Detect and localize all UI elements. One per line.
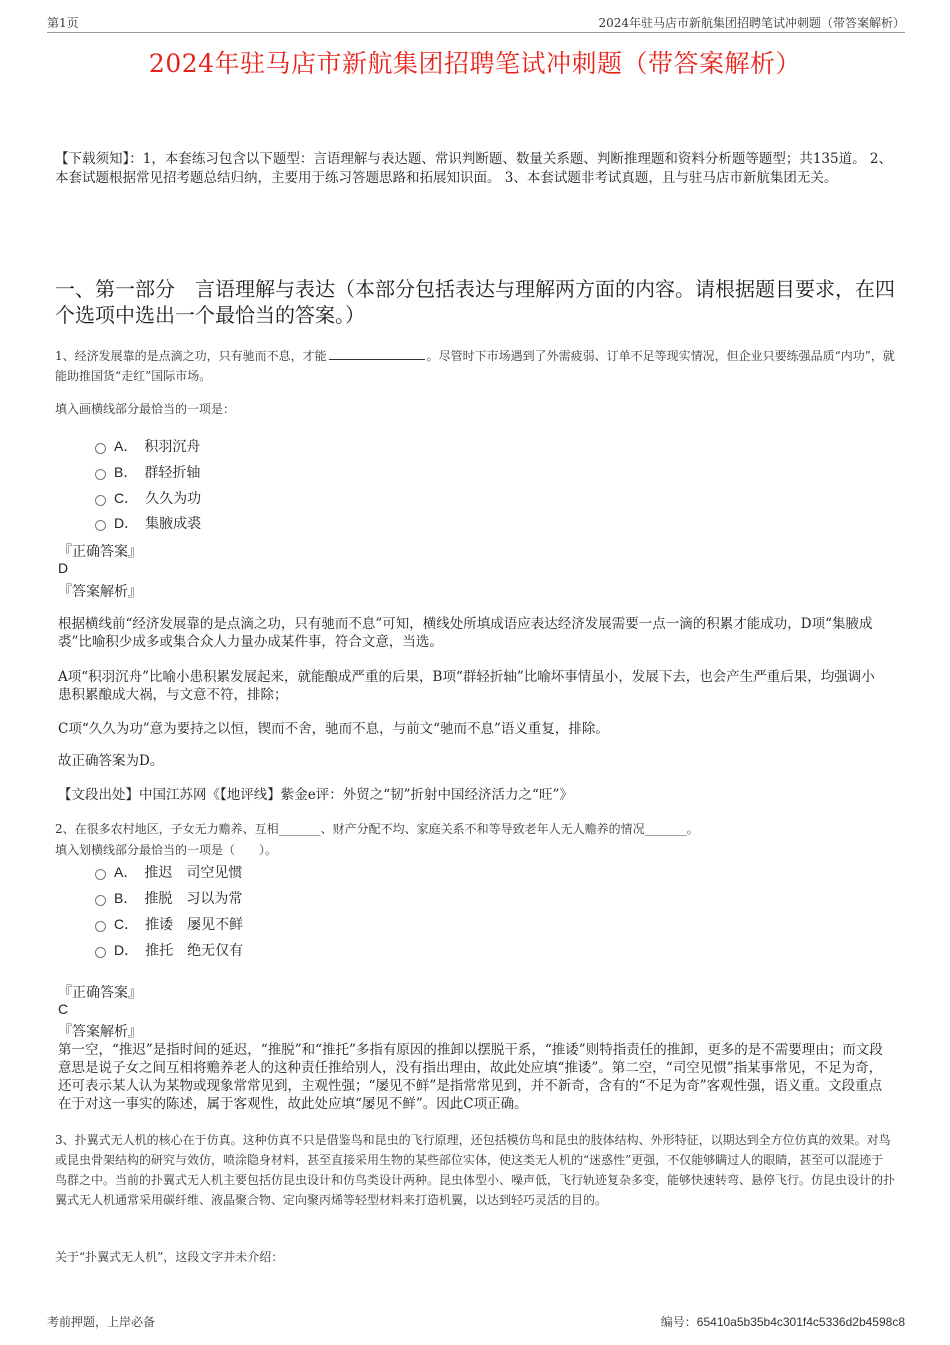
q2-analysis-label: 『答案解析』: [58, 1024, 142, 1040]
page-number: 第1页: [47, 16, 79, 30]
radio-icon[interactable]: [95, 520, 106, 531]
q1-analysis-4: 故正确答案为D。: [58, 753, 164, 769]
q2-option-c[interactable]: C． 推诿 屡见不鲜: [95, 913, 243, 935]
download-notice: 【下载须知】：1，本套练习包含以下题型：言语理解与表达题、常识判断题、数量关系题、判断推理题和资料分析题等题型；共135道。 2、本套试题根据常见招考题总结归纳，主要用于练习答题思路和拓展知识面。 3、本套试题非考试真题，且与驻马店市新航集团无关。: [55, 151, 892, 186]
q2-option-d[interactable]: D． 推托 绝无仅有: [95, 939, 243, 961]
q1-answer-label: 『正确答案』: [58, 544, 142, 560]
footer-code: 编号：65410a5b35b4c301f4c5336d2b4598c8: [660, 1315, 905, 1329]
q3-stem: 3、扑翼式无人机的核心在于仿真。这种仿真不只是借鉴鸟和昆虫的飞行原理，还包括模仿鸟和昆虫的肢体结构、外形特征，以期达到全方位仿真的效果。对鸟或昆虫骨架结构的研究与效仿，喷涂隐身材料，甚至直接采用生物的某些部位实体，使这类无人机的“迷惑性”更强，不仅能够瞒过人的眼睛，甚至可以混迹于鸟群之中。当前的扑翼式无人机主要包括仿昆虫设计和仿鸟类设计两种。昆虫体型小、噪声低，飞行轨迹复杂多变，能够快速转弯、悬停飞行。仿昆虫设计的扑翼式无人机通常采用碳纤维、液晶聚合物、定向聚丙烯等轻型材料来打造机翼，以达到轻巧灵活的目的。: [55, 1133, 896, 1207]
q1-stem: 1、经济发展靠的是点滴之功，只有驰而不息，才能 。尽管时下市场遇到了外需疲弱、订单不足等现实情况，但企业只要练强品质“内功”，就能助推国货“走红”国际市场。: [55, 349, 895, 383]
q1-analysis-1: 根据横线前“经济发展靠的是点滴之功，只有驰而不息”可知，横线处所填成语应表达经济发展需要一点一滴的积累才能成功，D项“集腋成裘”比喻积少成多或集合众人力量办成某件事，符合文意，当选。: [58, 616, 873, 650]
q1-analysis-label: 『答案解析』: [58, 584, 142, 600]
radio-icon[interactable]: [95, 443, 106, 454]
q2-answer-label: 『正确答案』: [58, 985, 142, 1001]
radio-icon[interactable]: [95, 947, 106, 958]
q2-answer: C: [58, 1001, 69, 1017]
footer-slogan: 考前押题，上岸必备: [47, 1315, 156, 1329]
q1-option-c[interactable]: C． 久久为功: [95, 487, 201, 509]
q2-stem: 2、在很多农村地区，子女无力赡养、互相_______、财产分配不均、家庭关系不和等导致老年人无人赡养的情况_______。: [55, 822, 699, 836]
radio-icon[interactable]: [95, 469, 106, 480]
radio-icon[interactable]: [95, 921, 106, 932]
radio-icon[interactable]: [95, 495, 106, 506]
q1-prompt: 填入画横线部分最恰当的一项是：: [55, 402, 236, 416]
q1-option-a[interactable]: A． 积羽沉舟: [95, 435, 200, 457]
radio-icon[interactable]: [95, 869, 106, 880]
header-doc-title: 2024年驻马店市新航集团招聘笔试冲刺题（带答案解析）: [598, 16, 905, 30]
radio-icon[interactable]: [95, 895, 106, 906]
q2-prompt: 填入划横线部分最恰当的一项是（ ）。: [55, 843, 278, 857]
q1-answer: D: [58, 560, 69, 576]
document-title: 2024年驻马店市新航集团招聘笔试冲刺题（带答案解析）: [148, 49, 802, 78]
q1-source: 【文段出处】中国江苏网《【地评线】紫金e评：外贸之“韧”折射中国经济活力之“旺”》: [58, 787, 573, 803]
section-heading: 一、第一部分 言语理解与表达（本部分包括表达与理解两方面的内容。请根据题目要求，在四个选项中选出一个最恰当的答案。）: [55, 277, 895, 327]
q2-analysis: 第一空，“推迟”是指时间的延迟，“推脱”和“推托”多指有原因的推卸以摆脱干系，“推诿”则特指责任的推卸，更多的是不需要理由；而文段意思是说子女之间互相将赡养老人的这种责任推给别人，没有指出理由，故此处应填“推诿”。第二空，“司空见惯”指某事常见，不足为奇，还可表示某人认为某物或现象常常见到，主观性强；“屡见不鲜”是指常常见到，并不新奇，含有的“不足为奇”客观性强，语义重。文段重点在于对这一事实的陈述，属于客观性，故此处应填“屡见不鲜”。因此C项正确。: [58, 1042, 883, 1112]
q2-option-b[interactable]: B． 推脱 习以为常: [95, 887, 242, 909]
page-header: [47, 12, 905, 33]
q1-option-b[interactable]: B． 群轻折轴: [95, 461, 200, 483]
q1-option-d[interactable]: D． 集腋成裘: [95, 512, 201, 534]
q1-analysis-3: C项“久久为功”意为要持之以恒，锲而不舍，驰而不息，与前文“驰而不息”语义重复，排除。: [58, 721, 609, 737]
q2-option-a[interactable]: A． 推迟 司空见惯: [95, 861, 242, 883]
q3-prompt: 关于“扑翼式无人机”，这段文字并未介绍：: [55, 1250, 284, 1264]
q1-analysis-2: A项“积羽沉舟”比喻小患积累发展起来，就能酿成严重的后果，B项“群轻折轴”比喻坏事情虽小，发展下去，也会产生严重后果，均强调小患积累酿成大祸，与文意不符，排除；: [58, 669, 875, 703]
